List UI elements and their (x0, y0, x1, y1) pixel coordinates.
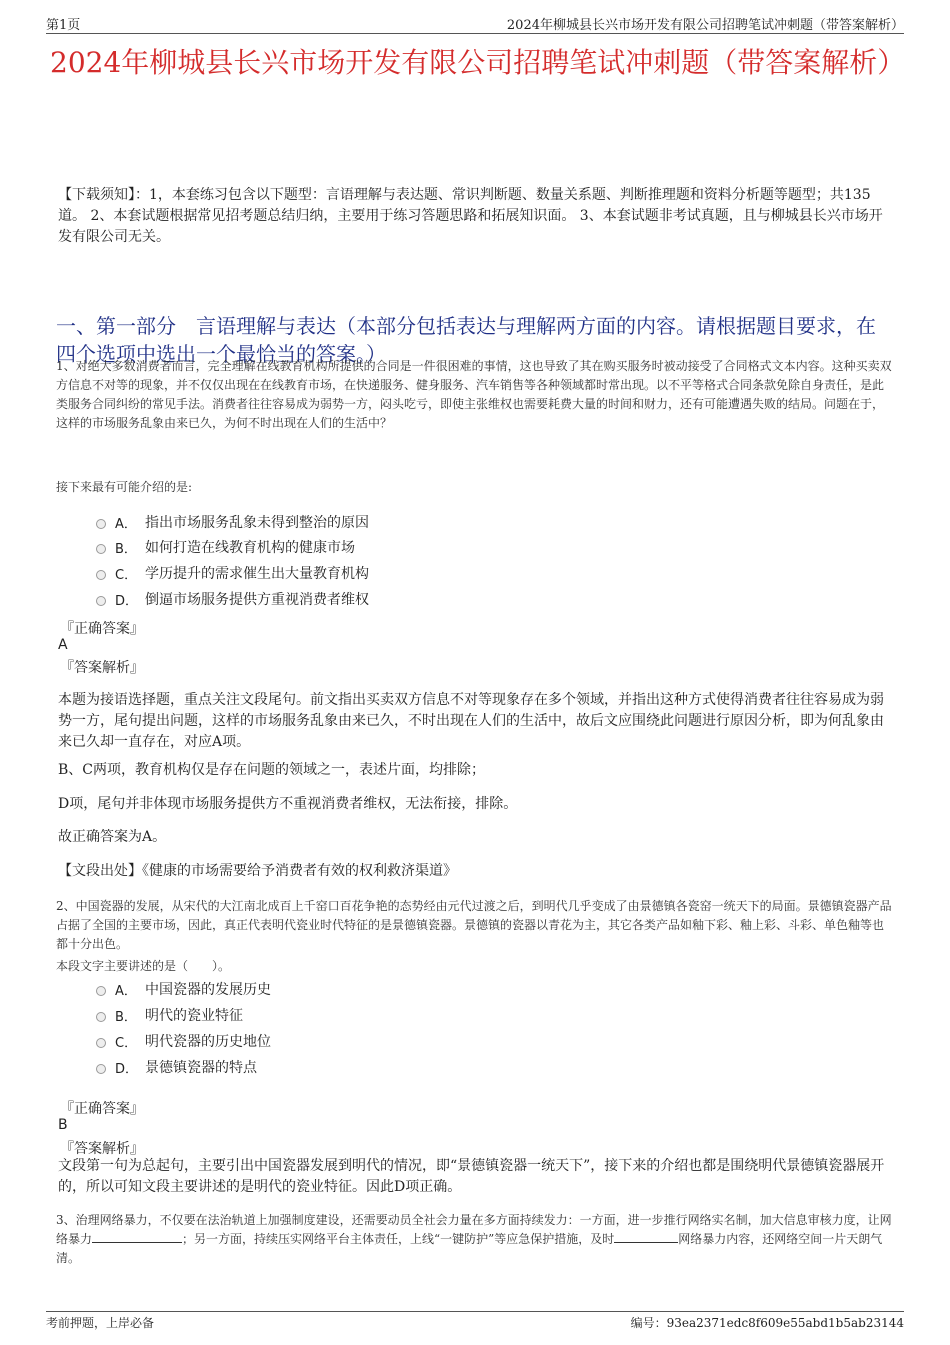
footer-slogan: 考前押题，上岸必备 (46, 1316, 155, 1330)
q1-option-c[interactable] (96, 563, 369, 583)
q2-option-a[interactable] (96, 979, 271, 999)
q1-correct-label: 『正确答案』 (60, 621, 144, 637)
option-letter: A． (115, 983, 137, 999)
question-2-prompt: 本段文字主要讲述的是（ ）。 (56, 959, 231, 973)
footer-divider (46, 1311, 904, 1312)
radio-icon[interactable] (96, 1012, 106, 1022)
q2-option-c[interactable] (96, 1031, 271, 1051)
document-title: 2024年柳城县长兴市场开发有限公司招聘笔试冲刺题（带答案解析） (50, 46, 906, 79)
q2-option-d[interactable] (96, 1057, 257, 1077)
option-text: 景德镇瓷器的特点 (145, 1060, 257, 1076)
option-letter: A． (115, 516, 137, 532)
q2-option-b[interactable] (96, 1005, 243, 1025)
radio-icon[interactable] (96, 544, 106, 554)
option-text: 指出市场服务乱象未得到整治的原因 (145, 515, 369, 531)
question-3-text (56, 1211, 894, 1268)
option-text: 如何打造在线教育机构的健康市场 (145, 540, 355, 556)
option-letter: C． (115, 1035, 138, 1051)
question-2-text: 2、中国瓷器的发展，从宋代的大江南北成百上千窑口百花争艳的态势经由元代过渡之后，到明代几乎变成了由景德镇各瓷窑一统天下的局面。景德镇瓷器产品占据了全国的主要市场，因此，真正代表明代瓷业时代特征的是景德镇瓷器。景德镇的瓷器以青花为主，其它各类产品如釉下彩、釉上彩、斗彩、单色釉等也都十分出色。 (56, 899, 892, 951)
q1-option-a[interactable] (96, 512, 369, 532)
q1-analysis-paragraph: 故正确答案为A。 (58, 829, 167, 845)
q2-analysis-label: 『答案解析』 (60, 1141, 144, 1157)
question-1-prompt: 接下来最有可能介绍的是: (56, 480, 193, 494)
q1-answer: A (58, 637, 68, 653)
option-letter: B． (115, 1009, 137, 1025)
footer-serial: 编号：93ea2371edc8f609e55abd1b5ab23144 (630, 1316, 904, 1330)
q3-text-part: ；另一方面，持续压实网络平台主体责任，上线“一键防护”等应急保护措施，及时 (182, 1232, 615, 1246)
q1-analysis-paragraph: B、C两项，教育机构仅是存在问题的领域之一，表述片面，均排除； (58, 762, 485, 778)
radio-icon[interactable] (96, 1064, 106, 1074)
q2-analysis-paragraph: 文段第一句为总起句，主要引出中国瓷器发展到明代的情况，即“景德镇瓷器一统天下”，接下来的介绍也都是围绕明代景德镇瓷器展开的，所以可知文段主要讲述的是明代的瓷业特征。因此D项正确。 (58, 1158, 885, 1195)
option-text: 学历提升的需求催生出大量教育机构 (145, 566, 369, 582)
option-letter: D． (115, 593, 139, 609)
q1-analysis-paragraph: D项，尾句并非体现市场服务提供方不重视消费者维权，无法衔接，排除。 (58, 796, 518, 812)
option-text: 明代瓷器的历史地位 (145, 1034, 271, 1050)
download-notice: 【下载须知】：1，本套练习包含以下题型：言语理解与表达题、常识判断题、数量关系题、判断推理题和资料分析题等题型；共135道。 2、本套试题根据常见招考题总结归纳，主要用于练习答题思路和拓展知识面。 3、本套试题非考试真题，且与柳城县长兴市场开发有限公司无关。 (58, 187, 883, 245)
option-letter: B． (115, 541, 137, 557)
option-letter: C． (115, 567, 138, 583)
header-divider (46, 33, 904, 34)
q1-option-b[interactable] (96, 537, 355, 557)
page-number: 第1页 (46, 18, 81, 33)
radio-icon[interactable] (96, 519, 106, 529)
running-header-title: 2024年柳城县长兴市场开发有限公司招聘笔试冲刺题（带答案解析） (506, 18, 904, 33)
option-text: 倒逼市场服务提供方重视消费者维权 (145, 592, 369, 608)
radio-icon[interactable] (96, 596, 106, 606)
question-1-text: 1、对绝大多数消费者而言，完全理解在线教育机构所提供的合同是一件很困难的事情，这也导致了其在购买服务时被动接受了合同格式文本内容。这种买卖双方信息不对等的现象，并不仅仅出现在在线教育市场，在快递服务、健身服务、汽车销售等各种领域都时常出现。以不平等格式合同条款免除自身责任，是此类服务合同纠纷的常见手法。消费者往往容易成为弱势一方，闷头吃亏，即使主张维权也需要耗费大量的时间和财力，还有可能遭遇失败的结局。问题在于，这样的市场服务乱象由来已久，为何不时出现在人们的生活中？ (56, 359, 892, 430)
q2-answer: B (58, 1117, 68, 1133)
radio-icon[interactable] (96, 1038, 106, 1048)
option-text: 明代的瓷业特征 (145, 1008, 243, 1024)
q3-text-part: 网络暴力内容，还网络空间一片天朗气清。 (56, 1232, 883, 1265)
q1-option-d[interactable] (96, 589, 369, 609)
option-text: 中国瓷器的发展历史 (145, 982, 271, 998)
section-title: 一、第一部分 言语理解与表达（本部分包括表达与理解两方面的内容。请根据题目要求，在四个选项中选出一个最恰当的答案。） (56, 314, 876, 366)
radio-icon[interactable] (96, 986, 106, 996)
q3-text-part: 3、治理网络暴力，不仅要在法治轨道上加强制度建设，还需要动员全社会力量在多方面持续发力：一方面，进一步推行网络实名制，加大信息审核力度，让网络暴力 (56, 1213, 892, 1246)
fill-blank-2[interactable] (614, 1230, 678, 1243)
q1-analysis-label: 『答案解析』 (60, 660, 144, 676)
fill-blank-1[interactable] (92, 1230, 182, 1243)
option-letter: D． (115, 1061, 139, 1077)
radio-icon[interactable] (96, 570, 106, 580)
q1-analysis-paragraph: 本题为接语选择题，重点关注文段尾句。前文指出买卖双方信息不对等现象存在多个领域，并指出这种方式使得消费者往往容易成为弱势一方，尾句提出问题，这样的市场服务乱象由来已久，不时出现在人们的生活中，故后文应围绕此问题进行原因分析，即为何乱象由来已久却一直存在，对应A项。 (58, 692, 884, 750)
q1-source: 【文段出处】《健康的市场需要给予消费者有效的权利救济渠道》 (58, 863, 457, 879)
q2-correct-label: 『正确答案』 (60, 1101, 144, 1117)
